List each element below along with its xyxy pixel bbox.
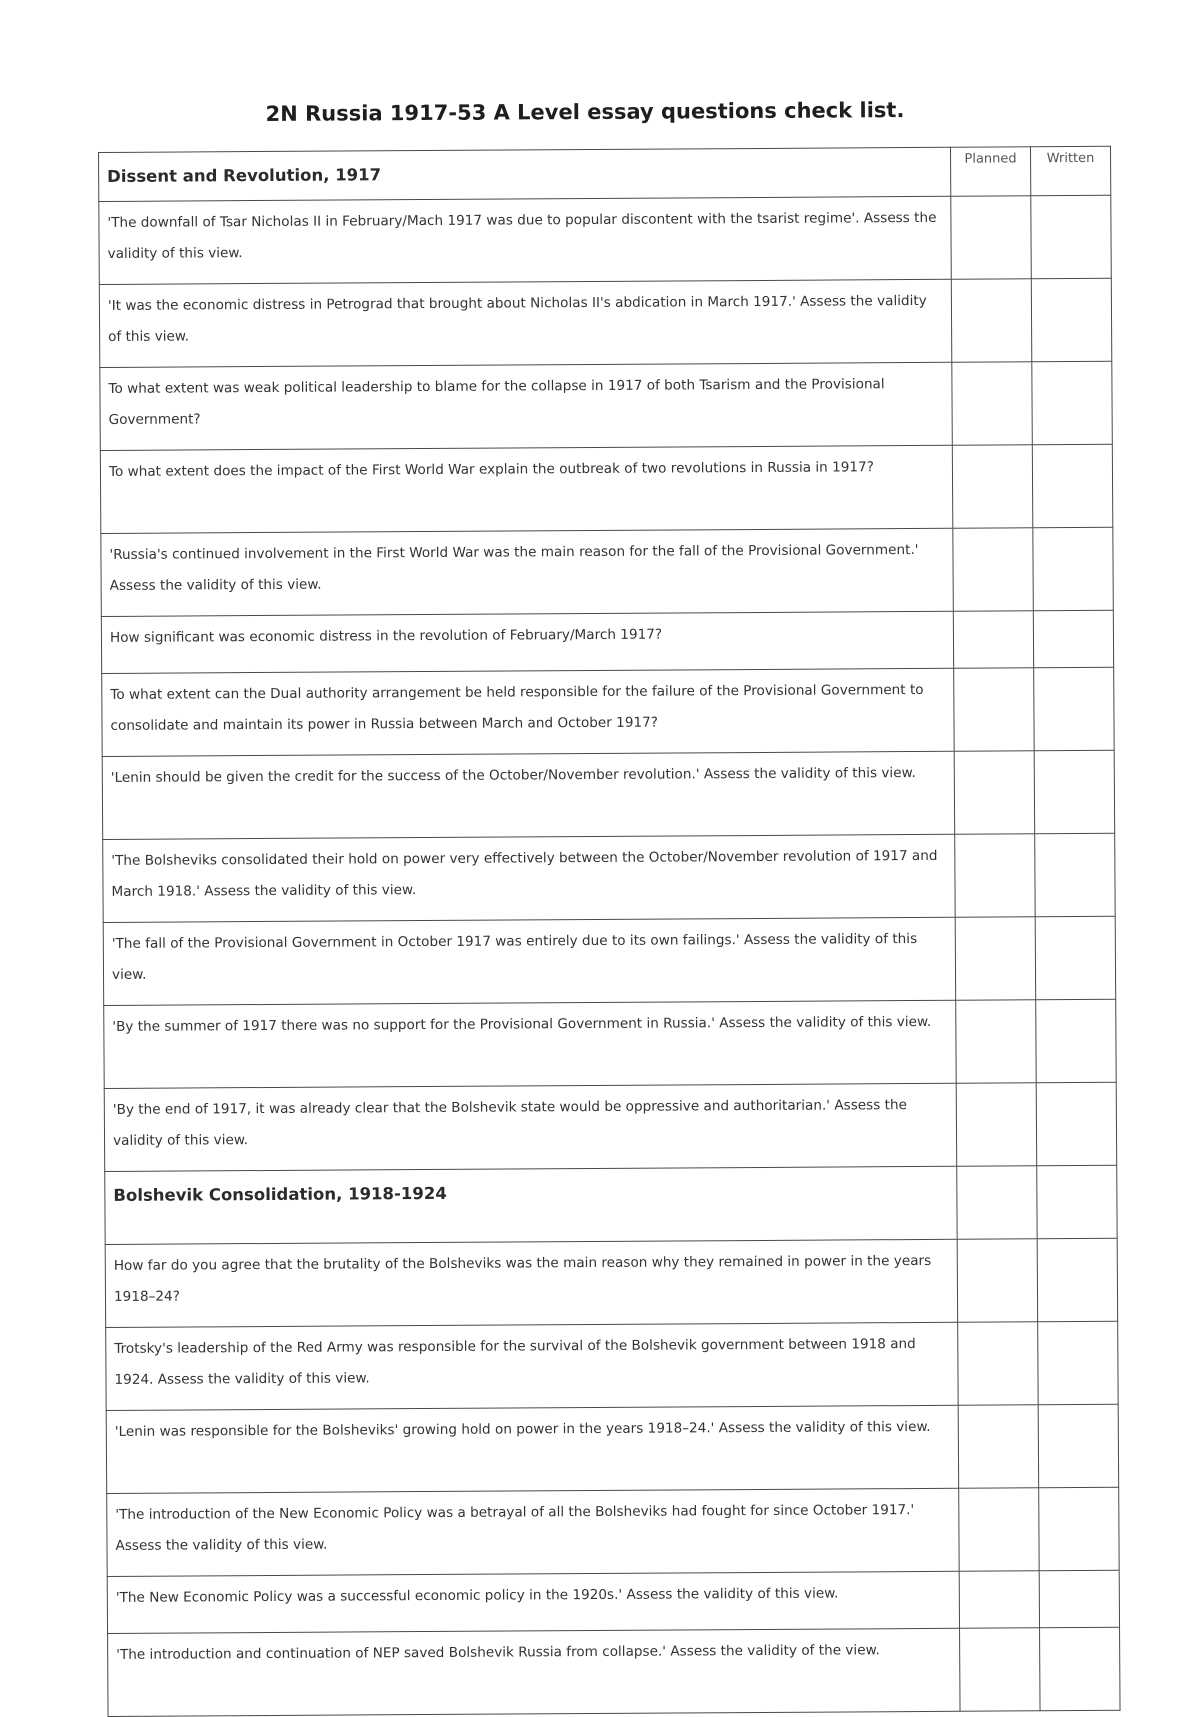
question-text: How far do you agree that the brutality of the Bolsheviks was the main reason why they remained in power in the years 1918–24? xyxy=(105,1239,957,1327)
question-text: 'Lenin was responsible for the Bolsheviks' growing hold on power in the years 1918–24.' Assess the validity of this view. xyxy=(106,1405,958,1493)
written-checkbox-cell[interactable] xyxy=(1032,361,1113,444)
table-row xyxy=(107,1570,1119,1633)
written-checkbox-cell[interactable] xyxy=(1035,916,1116,999)
essay-checklist-table xyxy=(98,146,1121,1717)
planned-checkbox-cell[interactable] xyxy=(954,668,1035,751)
section-header-row xyxy=(99,146,1111,201)
written-checkbox-cell[interactable] xyxy=(1034,750,1115,833)
table-row xyxy=(101,527,1113,616)
planned-checkbox-cell[interactable] xyxy=(955,834,1036,917)
written-checkbox-cell[interactable] xyxy=(1031,195,1112,278)
written-checkbox-cell[interactable] xyxy=(1039,1487,1120,1570)
question-text: To what extent can the Dual authority arrangement be held responsible for the failure of the Provisional Government to consolidate and maintain its power in Russia between March and October 1917? xyxy=(102,668,954,756)
planned-checkbox-cell[interactable] xyxy=(956,1083,1037,1166)
question-text: 'By the summer of 1917 there was no support for the Provisional Government in Russia.' Assess the validity of this view. xyxy=(104,1000,956,1088)
planned-checkbox-cell[interactable] xyxy=(958,1405,1039,1488)
table-row xyxy=(104,999,1116,1088)
question-text: How significant was economic distress in the revolution of February/March 1917? xyxy=(101,611,953,673)
written-checkbox-cell[interactable] xyxy=(1035,833,1116,916)
planned-checkbox-cell[interactable] xyxy=(960,1628,1041,1711)
planned-column-header: Planned xyxy=(950,147,1030,196)
written-checkbox-cell[interactable] xyxy=(1038,1404,1119,1487)
written-checkbox-cell[interactable] xyxy=(1033,610,1113,667)
question-text: 'The downfall of Tsar Nicholas II in February/Mach 1917 was due to popular discontent with the tsarist regime'. Assess the validity of this view. xyxy=(99,196,951,284)
table-row xyxy=(100,444,1112,533)
table-row xyxy=(104,1082,1116,1171)
table-row xyxy=(105,1238,1117,1327)
planned-checkbox-cell[interactable] xyxy=(952,445,1033,528)
question-text: 'Russia's continued involvement in the First World War was the main reason for the fall of the Provisional Government.' Assess the validity of this view. xyxy=(101,528,953,616)
planned-checkbox-cell[interactable] xyxy=(956,1000,1037,1083)
written-checkbox-cell[interactable] xyxy=(1037,1238,1118,1321)
question-text: 'Lenin should be given the credit for the success of the October/November revolution.' Assess the validity of this view. xyxy=(102,751,954,839)
question-text: 'The fall of the Provisional Government in October 1917 was entirely due to its own failings.' Assess the validity of this view. xyxy=(103,917,955,1005)
table-row xyxy=(106,1404,1118,1493)
question-text: 'The Bolsheviks consolidated their hold on power very effectively between the October/November revolution of 1917 and March 1918.' Assess the validity of this view. xyxy=(103,834,955,922)
written-checkbox-cell[interactable] xyxy=(1036,999,1117,1082)
written-checkbox-cell[interactable] xyxy=(1036,1082,1117,1165)
table-row xyxy=(102,750,1114,839)
table-row xyxy=(106,1321,1118,1410)
table-row xyxy=(102,667,1114,756)
planned-checkbox-cell[interactable] xyxy=(959,1571,1039,1628)
planned-checkbox-cell[interactable] xyxy=(954,751,1035,834)
question-text: 'By the end of 1917, it was already clear that the Bolshevik state would be oppressive and authoritarian.' Assess the validity of this view. xyxy=(104,1083,956,1171)
planned-checkbox-cell[interactable] xyxy=(951,279,1032,362)
written-checkbox-cell[interactable] xyxy=(1031,278,1112,361)
table-row xyxy=(100,361,1112,450)
planned-checkbox-cell[interactable] xyxy=(955,917,1036,1000)
written-checkbox-cell[interactable] xyxy=(1037,1165,1117,1238)
question-text: 'The introduction and continuation of NEP saved Bolshevik Russia from collapse.' Assess the validity of the view. xyxy=(108,1628,960,1716)
table-row xyxy=(103,916,1115,1005)
planned-checkbox-cell[interactable] xyxy=(952,362,1033,445)
planned-checkbox-cell[interactable] xyxy=(953,528,1034,611)
planned-checkbox-cell[interactable] xyxy=(959,1488,1040,1571)
table-row xyxy=(99,278,1111,367)
table-row xyxy=(99,195,1111,284)
question-text: 'The introduction of the New Economic Policy was a betrayal of all the Bolsheviks had fought for since October 1917.' Assess the validity of this view. xyxy=(107,1488,959,1576)
written-checkbox-cell[interactable] xyxy=(1039,1570,1119,1627)
question-text: 'It was the economic distress in Petrograd that brought about Nicholas II's abdication in March 1917.' Assess the validity of this view. xyxy=(99,279,951,367)
table-row xyxy=(103,833,1115,922)
table-row xyxy=(108,1627,1120,1716)
planned-checkbox-cell[interactable] xyxy=(951,196,1032,279)
page-title: 2N Russia 1917-53 A Level essay questions check list. xyxy=(265,98,905,126)
written-checkbox-cell[interactable] xyxy=(1033,527,1114,610)
written-checkbox-cell[interactable] xyxy=(1038,1321,1119,1404)
table-row xyxy=(107,1487,1119,1576)
table-row xyxy=(101,610,1113,673)
written-checkbox-cell[interactable] xyxy=(1040,1627,1121,1710)
section-heading: Dissent and Revolution, 1917 xyxy=(99,147,951,201)
question-text: Trotsky's leadership of the Red Army was responsible for the survival of the Bolshevik government between 1918 and 1924. Assess the validity of this view. xyxy=(106,1322,958,1410)
planned-checkbox-cell[interactable] xyxy=(957,1166,1037,1239)
section-heading: Bolshevik Consolidation, 1918-1924 xyxy=(105,1166,957,1244)
written-checkbox-cell[interactable] xyxy=(1032,444,1113,527)
written-checkbox-cell[interactable] xyxy=(1034,667,1115,750)
question-text: To what extent was weak political leadership to blame for the collapse in 1917 of both Tsarism and the Provisional Government? xyxy=(100,362,952,450)
planned-checkbox-cell[interactable] xyxy=(958,1322,1039,1405)
planned-checkbox-cell[interactable] xyxy=(953,611,1033,668)
planned-checkbox-cell[interactable] xyxy=(957,1239,1038,1322)
question-text: 'The New Economic Policy was a successful economic policy in the 1920s.' Assess the validity of this view. xyxy=(107,1571,959,1633)
question-text: To what extent does the impact of the First World War explain the outbreak of two revolutions in Russia in 1917? xyxy=(100,445,952,533)
written-column-header: Written xyxy=(1030,146,1110,195)
section-header-row xyxy=(105,1165,1117,1244)
